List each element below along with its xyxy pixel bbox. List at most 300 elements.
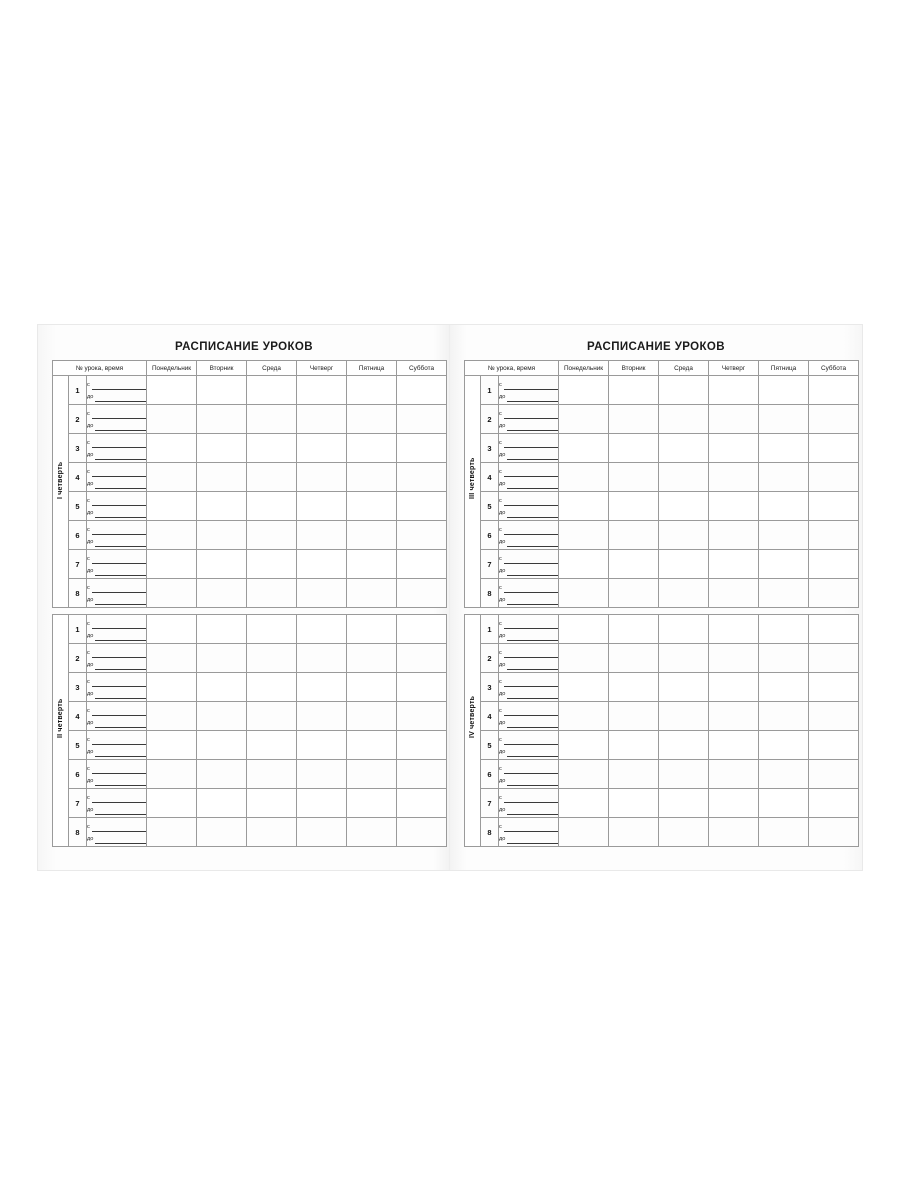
schedule-cell[interactable] [759,673,809,702]
schedule-cell[interactable] [197,644,247,673]
schedule-cell[interactable] [197,789,247,818]
schedule-cell[interactable] [759,760,809,789]
schedule-cell[interactable] [347,376,397,405]
time-field[interactable] [499,434,559,463]
time-to-label: до [499,691,506,698]
schedule-cell[interactable] [659,492,709,521]
table-row [465,492,859,521]
schedule-cell[interactable] [397,579,447,608]
schedule-cell[interactable] [347,615,397,644]
time-to-label: до [87,778,94,785]
schedule-cell[interactable] [247,818,297,847]
time-field[interactable] [87,405,147,434]
schedule-cell[interactable] [297,818,347,847]
time-field[interactable] [87,731,147,760]
schedule-cell[interactable] [347,760,397,789]
schedule-cell[interactable] [297,615,347,644]
time-from-rule [504,526,558,535]
schedule-cell[interactable] [609,731,659,760]
schedule-cell[interactable] [809,644,859,673]
schedule-cell[interactable] [559,492,609,521]
schedule-cell[interactable] [347,550,397,579]
schedule-cell[interactable] [247,376,297,405]
schedule-cell[interactable] [609,492,659,521]
schedule-cell[interactable] [197,434,247,463]
schedule-cell[interactable] [297,760,347,789]
time-to-label: до [499,749,506,756]
time-from-rule [504,468,558,477]
header-lesson-time: № урока, время [465,361,559,376]
schedule-cell[interactable] [559,550,609,579]
schedule-cell[interactable] [297,673,347,702]
schedule-cell[interactable] [147,434,197,463]
time-to-label: до [499,539,506,546]
table-row [465,644,859,673]
schedule-cell[interactable] [147,463,197,492]
time-to-label: до [499,662,506,669]
schedule-cell[interactable] [809,731,859,760]
time-from-label: с [87,650,90,657]
time-from-label: с [499,498,502,505]
schedule-cell[interactable] [197,579,247,608]
schedule-cell[interactable] [247,731,297,760]
schedule-cell[interactable] [659,376,709,405]
header-monday: Понедельник [559,361,609,376]
schedule-cell[interactable] [609,521,659,550]
time-field[interactable] [87,492,147,521]
schedule-cell[interactable] [759,434,809,463]
schedule-cell[interactable] [197,731,247,760]
time-from-label: с [87,766,90,773]
schedule-cell[interactable] [147,673,197,702]
time-field[interactable] [499,463,559,492]
schedule-cell[interactable] [559,673,609,702]
schedule-cell[interactable] [609,789,659,818]
lesson-number: 5 [69,492,87,521]
schedule-cell[interactable] [397,405,447,434]
schedule-cell[interactable] [397,644,447,673]
time-from-label: с [499,411,502,418]
schedule-cell[interactable] [609,434,659,463]
time-to-rule [95,567,146,576]
time-field[interactable] [499,818,559,847]
lesson-number: 2 [481,405,499,434]
schedule-cell[interactable] [709,492,759,521]
time-to-rule [507,690,558,699]
schedule-cell[interactable] [197,702,247,731]
schedule-cell[interactable] [759,463,809,492]
schedule-cell[interactable] [609,818,659,847]
schedule-cell[interactable] [759,579,809,608]
schedule-cell[interactable] [559,615,609,644]
time-to-label: до [87,807,94,814]
schedule-cell[interactable] [659,521,709,550]
schedule-cell[interactable] [397,789,447,818]
schedule-cell[interactable] [347,405,397,434]
schedule-cell[interactable] [147,492,197,521]
schedule-cell[interactable] [659,731,709,760]
time-field[interactable] [499,521,559,550]
schedule-cell[interactable] [709,615,759,644]
schedule-cell[interactable] [397,760,447,789]
schedule-cell[interactable] [397,673,447,702]
time-field[interactable] [499,376,559,405]
schedule-cell[interactable] [759,492,809,521]
schedule-cell[interactable] [147,760,197,789]
schedule-cell[interactable] [397,615,447,644]
header-friday: Пятница [347,361,397,376]
table-row [53,405,447,434]
schedule-cell[interactable] [659,760,709,789]
schedule-cell[interactable] [147,579,197,608]
schedule-cell[interactable] [197,376,247,405]
schedule-cell[interactable] [397,818,447,847]
lesson-number: 5 [481,492,499,521]
schedule-cell[interactable] [147,615,197,644]
schedule-cell[interactable] [609,644,659,673]
time-field[interactable] [499,615,559,644]
time-to-label: до [499,597,506,604]
schedule-cell[interactable] [609,702,659,731]
table-row [53,434,447,463]
table-row [53,521,447,550]
schedule-cell[interactable] [147,644,197,673]
schedule-cell[interactable] [347,521,397,550]
time-to-label: до [87,691,94,698]
schedule-cell[interactable] [147,376,197,405]
schedule-cell[interactable] [659,818,709,847]
table-row [465,463,859,492]
schedule-cell[interactable] [609,579,659,608]
schedule-cell[interactable] [297,405,347,434]
term-label-2: II четверть [53,615,69,847]
schedule-cell[interactable] [659,405,709,434]
schedule-cell[interactable] [559,760,609,789]
schedule-cell[interactable] [809,521,859,550]
schedule-cell[interactable] [559,644,609,673]
table-row [465,615,859,644]
schedule-cell[interactable] [609,550,659,579]
time-field[interactable] [499,760,559,789]
schedule-cell[interactable] [247,463,297,492]
time-to-label: до [499,720,506,727]
schedule-cell[interactable] [397,463,447,492]
schedule-cell[interactable] [759,405,809,434]
schedule-cell[interactable] [759,789,809,818]
time-to-rule [95,632,146,641]
lesson-number: 7 [481,550,499,579]
schedule-cell[interactable] [347,818,397,847]
schedule-cell[interactable] [809,673,859,702]
time-to-rule [507,661,558,670]
schedule-cell[interactable] [197,673,247,702]
schedule-cell[interactable] [809,376,859,405]
schedule-cell[interactable] [147,789,197,818]
schedule-cell[interactable] [709,818,759,847]
schedule-cell[interactable] [559,463,609,492]
schedule-cell[interactable] [709,405,759,434]
schedule-cell[interactable] [609,405,659,434]
schedule-cell[interactable] [297,492,347,521]
schedule-cell[interactable] [809,434,859,463]
time-from-label: с [87,795,90,802]
schedule-cell[interactable] [659,463,709,492]
time-to-label: до [87,749,94,756]
schedule-cell[interactable] [559,434,609,463]
schedule-cell[interactable] [709,644,759,673]
time-from-rule [504,794,558,803]
right-page [450,325,862,870]
schedule-cell[interactable] [297,702,347,731]
schedule-cell[interactable] [809,550,859,579]
schedule-cell[interactable] [397,492,447,521]
schedule-cell[interactable] [297,434,347,463]
schedule-cell[interactable] [659,434,709,463]
schedule-cell[interactable] [297,521,347,550]
time-to-label: до [499,510,506,517]
schedule-cell[interactable] [147,818,197,847]
schedule-cell[interactable] [397,731,447,760]
time-to-label: до [87,423,94,430]
lesson-number: 2 [481,644,499,673]
time-field[interactable] [87,673,147,702]
schedule-cell[interactable] [609,673,659,702]
schedule-cell[interactable] [709,579,759,608]
schedule-cell[interactable] [247,789,297,818]
schedule-cell[interactable] [609,376,659,405]
time-field[interactable] [87,579,147,608]
time-field[interactable] [87,521,147,550]
schedule-cell[interactable] [297,789,347,818]
lesson-number: 1 [69,376,87,405]
schedule-cell[interactable] [709,434,759,463]
schedule-cell[interactable] [709,521,759,550]
schedule-cell[interactable] [197,550,247,579]
schedule-cell[interactable] [397,550,447,579]
schedule-cell[interactable] [347,463,397,492]
time-field[interactable] [499,702,559,731]
lesson-number: 1 [481,376,499,405]
time-field[interactable] [87,644,147,673]
schedule-cell[interactable] [709,731,759,760]
time-to-rule [95,538,146,547]
schedule-cell[interactable] [347,492,397,521]
schedule-cell[interactable] [559,521,609,550]
schedule-cell[interactable] [297,550,347,579]
schedule-cell[interactable] [297,644,347,673]
schedule-cell[interactable] [609,463,659,492]
schedule-cell[interactable] [197,492,247,521]
schedule-cell[interactable] [809,789,859,818]
time-to-rule [95,480,146,489]
time-field[interactable] [87,463,147,492]
schedule-cell[interactable] [147,405,197,434]
schedule-cell[interactable] [559,789,609,818]
schedule-cell[interactable] [709,463,759,492]
schedule-cell[interactable] [247,579,297,608]
schedule-cell[interactable] [809,492,859,521]
schedule-cell[interactable] [559,376,609,405]
left-page [38,325,450,870]
schedule-cell[interactable] [247,615,297,644]
schedule-cell[interactable] [397,702,447,731]
time-to-label: до [499,807,506,814]
schedule-cell[interactable] [709,760,759,789]
schedule-cell[interactable] [809,702,859,731]
schedule-cell[interactable] [809,615,859,644]
schedule-cell[interactable] [347,731,397,760]
table-row [53,615,447,644]
schedule-cell[interactable] [809,760,859,789]
schedule-cell[interactable] [297,579,347,608]
schedule-cell[interactable] [759,521,809,550]
schedule-cell[interactable] [347,702,397,731]
page-title-left: РАСПИСАНИЕ УРОКОВ [175,341,313,353]
time-field[interactable] [87,789,147,818]
schedule-cell[interactable] [759,615,809,644]
schedule-cell[interactable] [247,702,297,731]
schedule-cell[interactable] [397,434,447,463]
schedule-cell[interactable] [659,550,709,579]
lesson-number: 4 [69,463,87,492]
schedule-cell[interactable] [659,673,709,702]
schedule-cell[interactable] [247,492,297,521]
header-saturday: Суббота [397,361,447,376]
schedule-cell[interactable] [147,702,197,731]
time-field[interactable] [87,550,147,579]
schedule-cell[interactable] [759,550,809,579]
time-to-label: до [87,662,94,669]
schedule-cell[interactable] [559,818,609,847]
schedule-cell[interactable] [709,550,759,579]
schedule-cell[interactable] [247,405,297,434]
schedule-cell[interactable] [759,818,809,847]
time-field[interactable] [499,644,559,673]
time-field[interactable] [87,818,147,847]
schedule-cell[interactable] [197,818,247,847]
time-to-rule [507,777,558,786]
schedule-cell[interactable] [247,673,297,702]
schedule-cell[interactable] [809,579,859,608]
schedule-cell[interactable] [759,731,809,760]
time-to-rule [95,690,146,699]
schedule-cell[interactable] [559,405,609,434]
lesson-number: 1 [481,615,499,644]
table-row [53,376,447,405]
time-field[interactable] [87,702,147,731]
time-field[interactable] [87,760,147,789]
schedule-cell[interactable] [397,521,447,550]
schedule-cell[interactable] [247,644,297,673]
schedule-cell[interactable] [297,731,347,760]
schedule-cell[interactable] [709,376,759,405]
schedule-cell[interactable] [609,615,659,644]
schedule-cell[interactable] [709,673,759,702]
schedule-cell[interactable] [397,376,447,405]
table-row [53,789,447,818]
schedule-cell[interactable] [197,521,247,550]
time-from-rule [92,526,146,535]
time-field[interactable] [499,673,559,702]
time-to-rule [507,567,558,576]
time-from-label: с [499,440,502,447]
table-row [53,579,447,608]
schedule-cell[interactable] [147,550,197,579]
schedule-cell[interactable] [759,644,809,673]
time-to-label: до [499,481,506,488]
term-label-4: IV четверть [465,615,481,847]
schedule-cell[interactable] [347,434,397,463]
schedule-cell[interactable] [709,702,759,731]
time-to-rule [95,719,146,728]
time-field[interactable] [499,550,559,579]
time-field[interactable] [499,579,559,608]
schedule-cell[interactable] [147,521,197,550]
schedule-cell[interactable] [147,731,197,760]
schedule-cell[interactable] [247,550,297,579]
schedule-cell[interactable] [709,789,759,818]
time-field[interactable] [499,405,559,434]
schedule-cell[interactable] [197,405,247,434]
time-from-rule [92,555,146,564]
time-field[interactable] [499,731,559,760]
schedule-cell[interactable] [247,760,297,789]
schedule-cell[interactable] [347,789,397,818]
time-field[interactable] [87,376,147,405]
schedule-cell[interactable] [659,615,709,644]
schedule-cell[interactable] [659,644,709,673]
schedule-cell[interactable] [247,434,297,463]
lesson-number: 2 [69,405,87,434]
schedule-cell[interactable] [297,376,347,405]
schedule-cell[interactable] [659,702,709,731]
lesson-number: 1 [69,615,87,644]
time-from-label: с [87,382,90,389]
schedule-cell[interactable] [347,579,397,608]
schedule-cell[interactable] [759,376,809,405]
schedule-cell[interactable] [659,789,709,818]
time-from-label: с [87,498,90,505]
schedule-cell[interactable] [609,760,659,789]
schedule-cell[interactable] [347,644,397,673]
schedule-cell[interactable] [659,579,709,608]
schedule-cell[interactable] [559,731,609,760]
time-field[interactable] [87,434,147,463]
schedule-cell[interactable] [197,463,247,492]
schedule-cell[interactable] [297,463,347,492]
schedule-cell[interactable] [809,818,859,847]
time-to-rule [507,806,558,815]
schedule-cell[interactable] [247,521,297,550]
time-field[interactable] [499,492,559,521]
time-field[interactable] [87,615,147,644]
table-row [53,731,447,760]
time-to-rule [507,480,558,489]
schedule-cell[interactable] [347,673,397,702]
schedule-cell[interactable] [559,702,609,731]
term-block-2 [52,614,436,847]
schedule-cell[interactable] [809,463,859,492]
time-from-rule [504,707,558,716]
schedule-cell[interactable] [197,615,247,644]
schedule-cell[interactable] [559,579,609,608]
schedule-cell[interactable] [197,760,247,789]
schedule-cell[interactable] [759,702,809,731]
time-field[interactable] [499,789,559,818]
time-to-label: до [87,633,94,640]
schedule-cell[interactable] [809,405,859,434]
lesson-number: 5 [481,731,499,760]
